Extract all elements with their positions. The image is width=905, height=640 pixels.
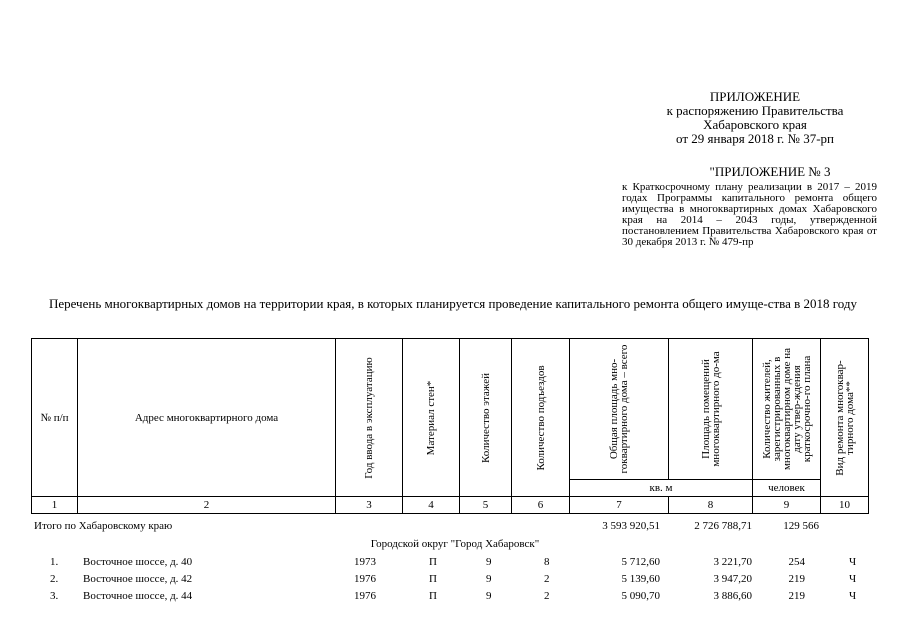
row-premises-area: 3 221,70	[713, 556, 752, 568]
col-number-6: 6	[512, 497, 570, 514]
header-entrances: Количество подъездов	[534, 364, 547, 471]
row-floors: 9	[486, 573, 492, 585]
row-year: 1973	[354, 556, 376, 568]
appendix-line2: Хабаровского края	[703, 117, 807, 132]
total-label: Итого по Хабаровскому краю	[34, 520, 173, 532]
header-residents: Количество жителей, зарегистрированных в многоквартирном доме на дату утвер-ждения краткосрочно-го плана	[760, 347, 813, 471]
col-number-7: 7	[570, 497, 669, 514]
row-address: Восточное шоссе, д. 44	[83, 590, 193, 602]
header-material: Материал стен*	[425, 380, 437, 455]
header-floors: Количество этажей	[479, 372, 492, 463]
total-row	[0, 519, 905, 533]
row-year: 1976	[354, 590, 376, 602]
header-repair-type: Вид ремонта многоквар-тирного дома**	[833, 359, 856, 476]
appendix-line3: от 29 января 2018 г. № 37-рп	[676, 131, 834, 146]
row-total-area: 5 090,70	[621, 590, 660, 602]
row-floors: 9	[486, 556, 492, 568]
header-premises-area: Площадь помещений многоквартирного до-ма	[699, 351, 722, 467]
row-repair: Ч	[849, 590, 857, 602]
appendix3-text: к Краткосрочному плану реализации в 2017 – 2019 годах Программы капитального ремонта общего имущества в многоквартирных домах Хабаровского края на 2014 – 2043 годы, утвержденной постановлением Правительства Хабаровского края от 30 декабря 2013 г. № 479-пр	[622, 181, 877, 248]
appendix-line1: к распоряжению Правительства	[666, 103, 844, 118]
row-residents: 219	[788, 573, 805, 585]
row-address: Восточное шоссе, д. 42	[83, 573, 193, 585]
row-residents: 254	[788, 556, 805, 568]
unit-people: человек	[753, 480, 821, 497]
table-row	[0, 555, 905, 569]
row-premises-area: 3 886,60	[713, 590, 752, 602]
header-num: № п/п	[32, 339, 78, 497]
row-material: П	[429, 573, 437, 585]
district-heading: Городской округ "Город Хабаровск"	[370, 538, 540, 550]
header-year: Год ввода в эксплуатацию	[363, 356, 375, 479]
row-entrances: 8	[544, 556, 550, 568]
row-year: 1976	[354, 573, 376, 585]
col-number-2: 2	[78, 497, 336, 514]
row-residents: 219	[788, 590, 805, 602]
row-floors: 9	[486, 590, 492, 602]
table-row	[0, 572, 905, 586]
unit-area: кв. м	[570, 480, 753, 497]
col-number-8: 8	[669, 497, 753, 514]
col-number-10: 10	[821, 497, 869, 514]
header-address: Адрес многоквартирного дома	[78, 339, 336, 497]
header-table	[31, 338, 869, 514]
row-num: 1.	[50, 556, 59, 568]
col-number-4: 4	[403, 497, 460, 514]
row-entrances: 2	[544, 590, 550, 602]
total-total-area: 3 593 920,51	[602, 520, 660, 532]
row-address: Восточное шоссе, д. 40	[83, 556, 193, 568]
row-total-area: 5 712,60	[621, 556, 660, 568]
col-number-1: 1	[32, 497, 78, 514]
table-row	[0, 589, 905, 603]
row-entrances: 2	[544, 573, 550, 585]
row-repair: Ч	[849, 556, 857, 568]
row-num: 2.	[50, 573, 59, 585]
row-material: П	[429, 590, 437, 602]
row-material: П	[429, 556, 437, 568]
total-residents: 129 566	[783, 520, 819, 532]
appendix3-label: "ПРИЛОЖЕНИЕ № 3	[709, 164, 831, 179]
header-total-area: Общая площадь мно-гоквартирного дома – всего	[608, 344, 630, 474]
col-number-5: 5	[460, 497, 512, 514]
total-premises-area: 2 726 788,71	[694, 520, 752, 532]
appendix-label: ПРИЛОЖЕНИЕ	[709, 89, 801, 104]
row-repair: Ч	[849, 573, 857, 585]
appendix-header	[610, 90, 900, 146]
row-num: 3.	[50, 590, 59, 602]
row-total-area: 5 139,60	[621, 573, 660, 585]
document-title: Перечень многоквартирных домов на территории края, в которых планируется проведение капитального ремонта общего имуще-ства в 2018 году	[48, 296, 858, 311]
row-premises-area: 3 947,20	[713, 573, 752, 585]
col-number-3: 3	[336, 497, 403, 514]
col-number-9: 9	[753, 497, 821, 514]
